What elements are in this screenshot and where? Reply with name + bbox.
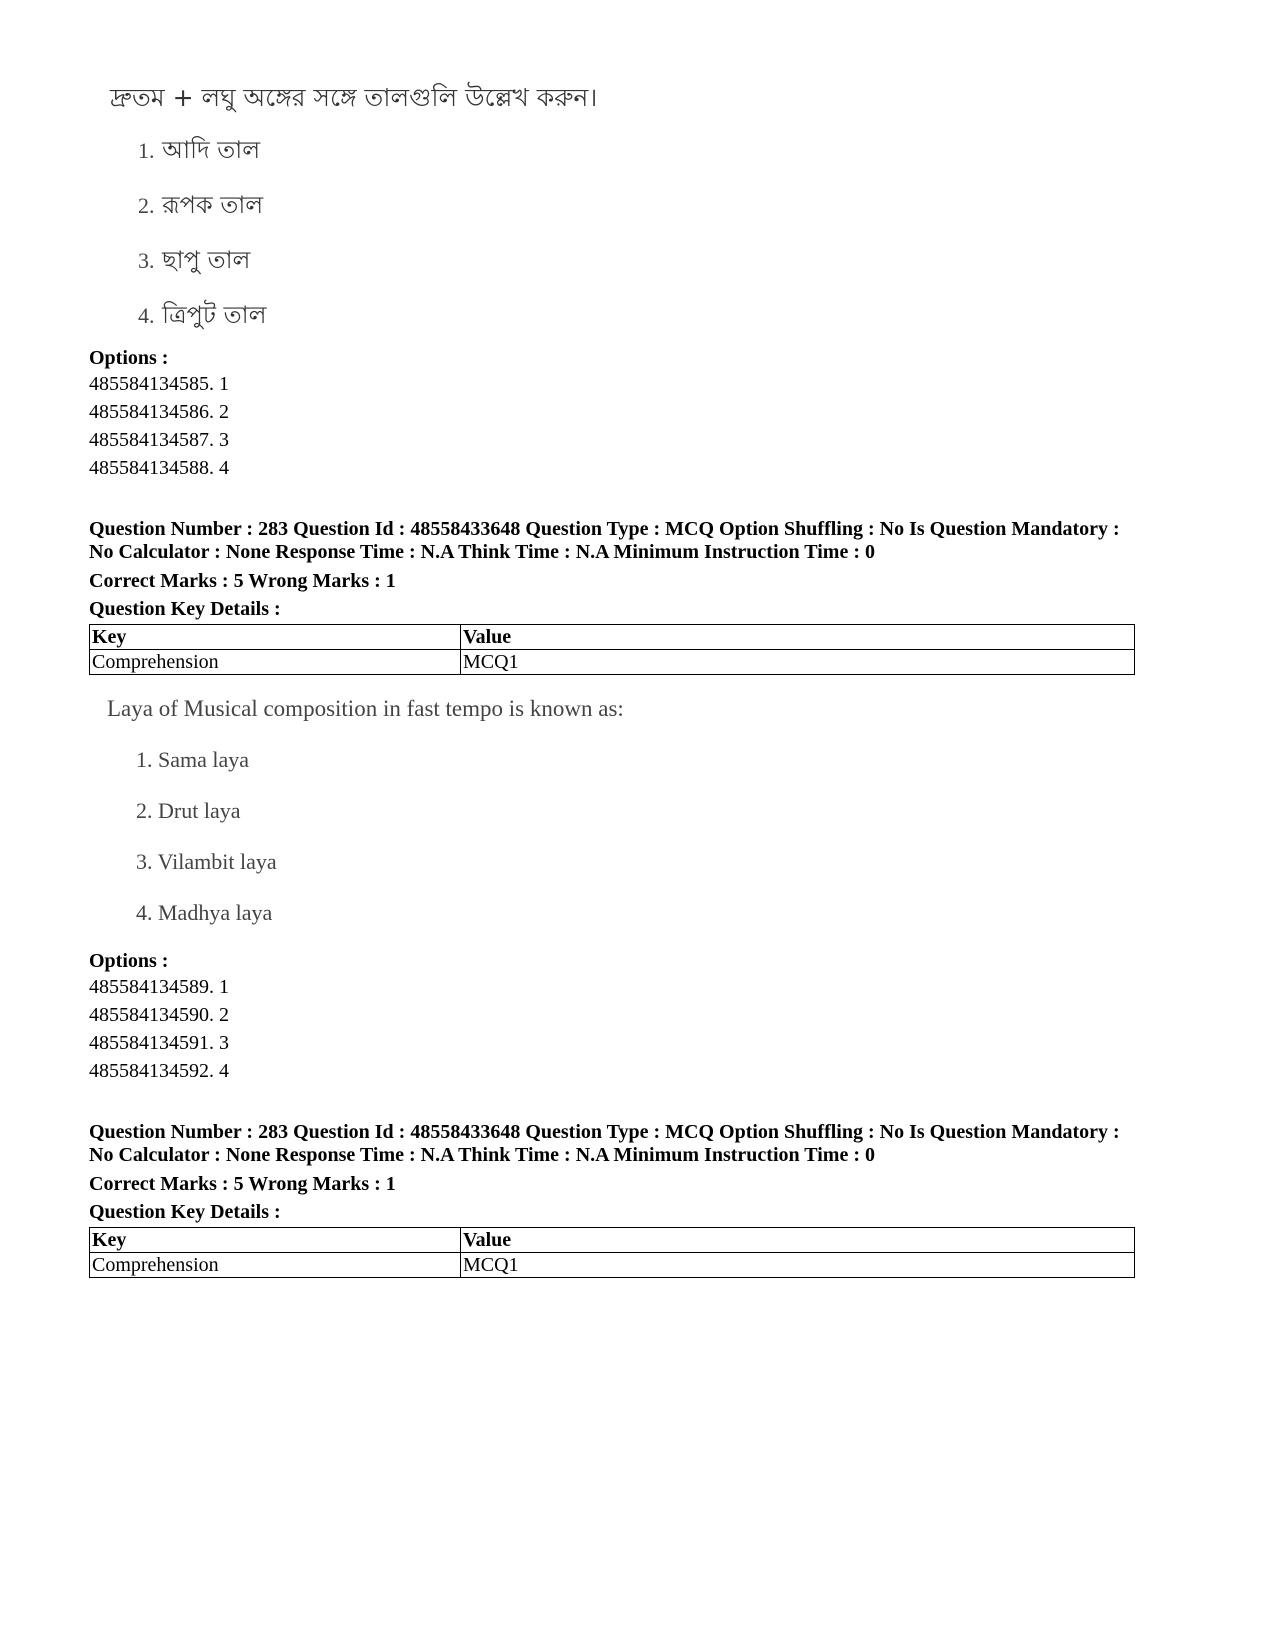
choice-text: Sama laya bbox=[158, 747, 250, 772]
choice-1 bbox=[136, 747, 249, 773]
choice-number: 1. bbox=[138, 138, 155, 163]
option-item: 485584134592. 4 bbox=[89, 1060, 229, 1082]
option-item: 485584134590. 2 bbox=[89, 1004, 229, 1026]
table-header-value: Value bbox=[461, 1228, 1135, 1253]
choice-1 bbox=[138, 132, 260, 172]
choice-number: 3. bbox=[136, 849, 153, 874]
options-label: Options : bbox=[89, 950, 169, 972]
option-item: 485584134587. 3 bbox=[89, 429, 229, 451]
meta-line-2: No Calculator : None Response Time : N.A Think Time : N.A Minimum Instruction Time : 0 bbox=[89, 1144, 875, 1166]
table-cell-value: MCQ1 bbox=[461, 1253, 1135, 1278]
choice-3 bbox=[136, 849, 277, 875]
option-item: 485584134588. 4 bbox=[89, 457, 229, 479]
table-cell-key: Comprehension bbox=[90, 650, 461, 675]
marks-line: Correct Marks : 5 Wrong Marks : 1 bbox=[89, 1173, 396, 1195]
key-details-table bbox=[89, 1227, 1135, 1278]
choice-number: 2. bbox=[136, 798, 153, 823]
table-row bbox=[90, 650, 1135, 675]
options-label: Options : bbox=[89, 347, 169, 369]
choice-2 bbox=[138, 187, 263, 227]
option-item: 485584134589. 1 bbox=[89, 976, 229, 998]
choice-text: Drut laya bbox=[158, 798, 241, 823]
key-details-label: Question Key Details : bbox=[89, 1201, 281, 1223]
choice-number: 3. bbox=[138, 248, 155, 273]
option-item: 485584134586. 2 bbox=[89, 401, 229, 423]
table-row bbox=[90, 1253, 1135, 1278]
option-item: 485584134585. 1 bbox=[89, 373, 229, 395]
question-meta bbox=[89, 518, 1189, 564]
choice-text: ত্রিপুট তাল bbox=[162, 301, 267, 329]
table-header-row bbox=[90, 1228, 1135, 1253]
choice-4 bbox=[138, 297, 267, 337]
marks-line: Correct Marks : 5 Wrong Marks : 1 bbox=[89, 570, 396, 592]
choice-2 bbox=[136, 798, 240, 824]
choice-4 bbox=[136, 900, 272, 926]
choice-number: 4. bbox=[138, 303, 155, 328]
meta-line-1: Question Number : 283 Question Id : 48558433648 Question Type : MCQ Option Shuffling : No Is Question Mandatory : bbox=[89, 518, 1120, 540]
choice-text: রূপক তাল bbox=[162, 191, 264, 219]
options-list bbox=[89, 973, 229, 1085]
choice-text: Vilambit laya bbox=[157, 849, 277, 874]
key-details-table bbox=[89, 624, 1135, 675]
key-details-label: Question Key Details : bbox=[89, 598, 281, 620]
table-header-key: Key bbox=[90, 625, 461, 650]
choice-number: 2. bbox=[138, 193, 155, 218]
choice-number: 4. bbox=[136, 900, 153, 925]
choice-number: 1. bbox=[136, 747, 153, 772]
table-header-key: Key bbox=[90, 1228, 461, 1253]
choice-3 bbox=[138, 242, 250, 282]
question-text-bengali: দ্রুতম + লঘু অঙ্গের সঙ্গে তালগুলি উল্লেখ করুন। bbox=[110, 83, 598, 112]
choice-text: Madhya laya bbox=[158, 900, 273, 925]
option-item: 485584134591. 3 bbox=[89, 1032, 229, 1054]
table-cell-key: Comprehension bbox=[90, 1253, 461, 1278]
question-text-english: Laya of Musical composition in fast tempo is known as: bbox=[107, 696, 624, 721]
table-header-row bbox=[90, 625, 1135, 650]
meta-line-1: Question Number : 283 Question Id : 48558433648 Question Type : MCQ Option Shuffling : No Is Question Mandatory : bbox=[89, 1121, 1120, 1143]
table-cell-value: MCQ1 bbox=[461, 650, 1135, 675]
meta-line-2: No Calculator : None Response Time : N.A Think Time : N.A Minimum Instruction Time : 0 bbox=[89, 541, 875, 563]
table-header-value: Value bbox=[461, 625, 1135, 650]
choice-text: আদি তাল bbox=[162, 136, 261, 164]
choice-text: ছাপু তাল bbox=[162, 246, 251, 274]
options-list bbox=[89, 370, 229, 482]
question-meta bbox=[89, 1121, 1189, 1167]
